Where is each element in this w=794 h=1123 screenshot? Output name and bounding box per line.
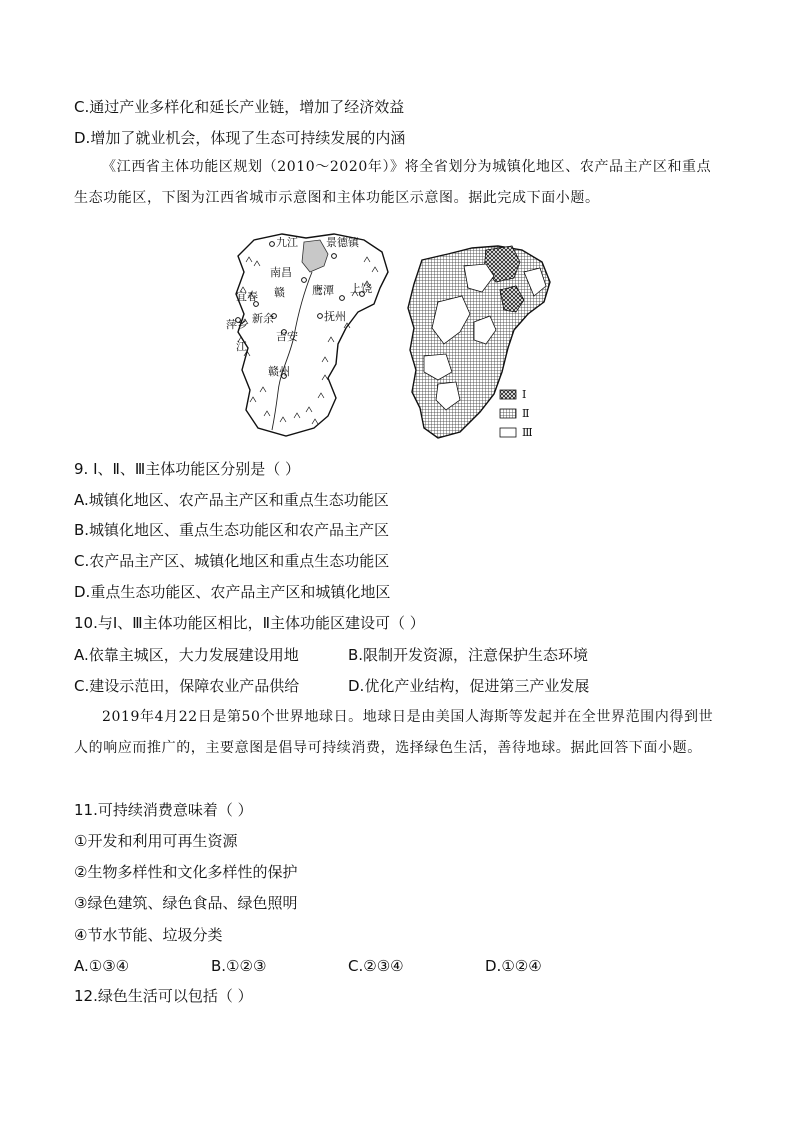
city-label-ganzhou: 赣州	[268, 365, 290, 378]
function-zone-map	[408, 246, 550, 439]
q10-option-d: D.优化产业结构，促进第三产业发展	[348, 677, 590, 695]
legend-swatch-i	[500, 390, 516, 399]
maps-svg	[224, 232, 554, 446]
city-map	[226, 234, 388, 436]
passage-earth-day: 2019年4月22日是第50个世界地球日。地球日是由美国人海斯等发起并在全世界范围内得到世人的响应而推广的，主要意图是倡导可持续消费，选择绿色生活，善待地球。据此回答下面小题。	[74, 709, 714, 756]
river-label-jiang: 江	[236, 340, 247, 353]
city-label-yichun: 宜春	[236, 290, 258, 303]
q9-option-d: D.重点生态功能区、农产品主产区和城镇化地区	[74, 583, 391, 601]
legend-label-iii: Ⅲ	[522, 426, 533, 439]
q9-stem: 9. Ⅰ、Ⅱ、Ⅲ主体功能区分别是（ ）	[74, 460, 300, 478]
legend-label-ii: Ⅱ	[522, 407, 530, 420]
q9-option-c: C.农产品主产区、城镇化地区和重点生态功能区	[74, 552, 390, 570]
q11-item-3: ③绿色建筑、绿色食品、绿色照明	[74, 894, 298, 912]
legend-label-i: Ⅰ	[522, 388, 527, 401]
q11-option-a: A.①③④	[74, 957, 130, 975]
q10-option-c: C.建设示范田，保障农业产品供给	[74, 677, 300, 695]
city-label-shangrao: 上饶	[350, 282, 372, 295]
city-label-yingtan: 鹰潭	[312, 284, 334, 297]
q9-option-a: A.城镇化地区、农产品主产区和重点生态功能区	[74, 491, 389, 509]
q10-option-b: B.限制开发资源，注意保护生态环境	[348, 646, 589, 664]
q11-item-4: ④节水节能、垃圾分类	[74, 926, 223, 944]
option-c-prev: C.通过产业多样化和延长产业链，增加了经济效益	[74, 98, 405, 116]
option-d-prev: D.增加了就业机会，体现了生态可持续发展的内涵	[74, 129, 406, 147]
city-label-xinyu: 新余	[252, 312, 274, 325]
q11-item-2: ②生物多样性和文化多样性的保护	[74, 863, 298, 881]
city-label-jiujiang: 九江	[276, 236, 298, 249]
q10-stem: 10.与Ⅰ、Ⅲ主体功能区相比，Ⅱ主体功能区建设可（ ）	[74, 614, 425, 632]
q11-option-c: C.②③④	[348, 957, 404, 975]
city-label-jian: 吉安	[276, 330, 298, 343]
legend-swatch-iii	[500, 428, 516, 437]
river-label-gan: 赣	[274, 286, 285, 299]
q11-option-d: D.①②④	[485, 957, 542, 975]
passage-jiangxi: 《江西省主体功能区规划（2010～2020年）》将全省划分为城镇化地区、农产品主产区和重点生态功能区，下图为江西省城市示意图和主体功能区示意图。据此完成下面小题。	[74, 159, 712, 206]
q11-stem: 11.可持续消费意味着（ ）	[74, 801, 253, 819]
q9-option-b: B.城镇化地区、重点生态功能区和农产品主产区	[74, 521, 390, 539]
city-label-jingdezhen: 景德镇	[326, 236, 359, 249]
q11-item-1: ①开发和利用可再生资源	[74, 832, 238, 850]
jiangxi-maps-figure	[224, 232, 554, 446]
q10-option-a: A.依靠主城区，大力发展建设用地	[74, 646, 299, 664]
city-label-pingxiang: 萍乡	[226, 318, 248, 331]
q11-option-b: B.①②③	[211, 957, 267, 975]
city-label-nanchang: 南昌	[270, 266, 292, 279]
q12-stem: 12.绿色生活可以包括（ ）	[74, 987, 253, 1005]
legend-swatch-ii	[500, 409, 516, 418]
city-label-fuzhou: 抚州	[324, 310, 346, 323]
